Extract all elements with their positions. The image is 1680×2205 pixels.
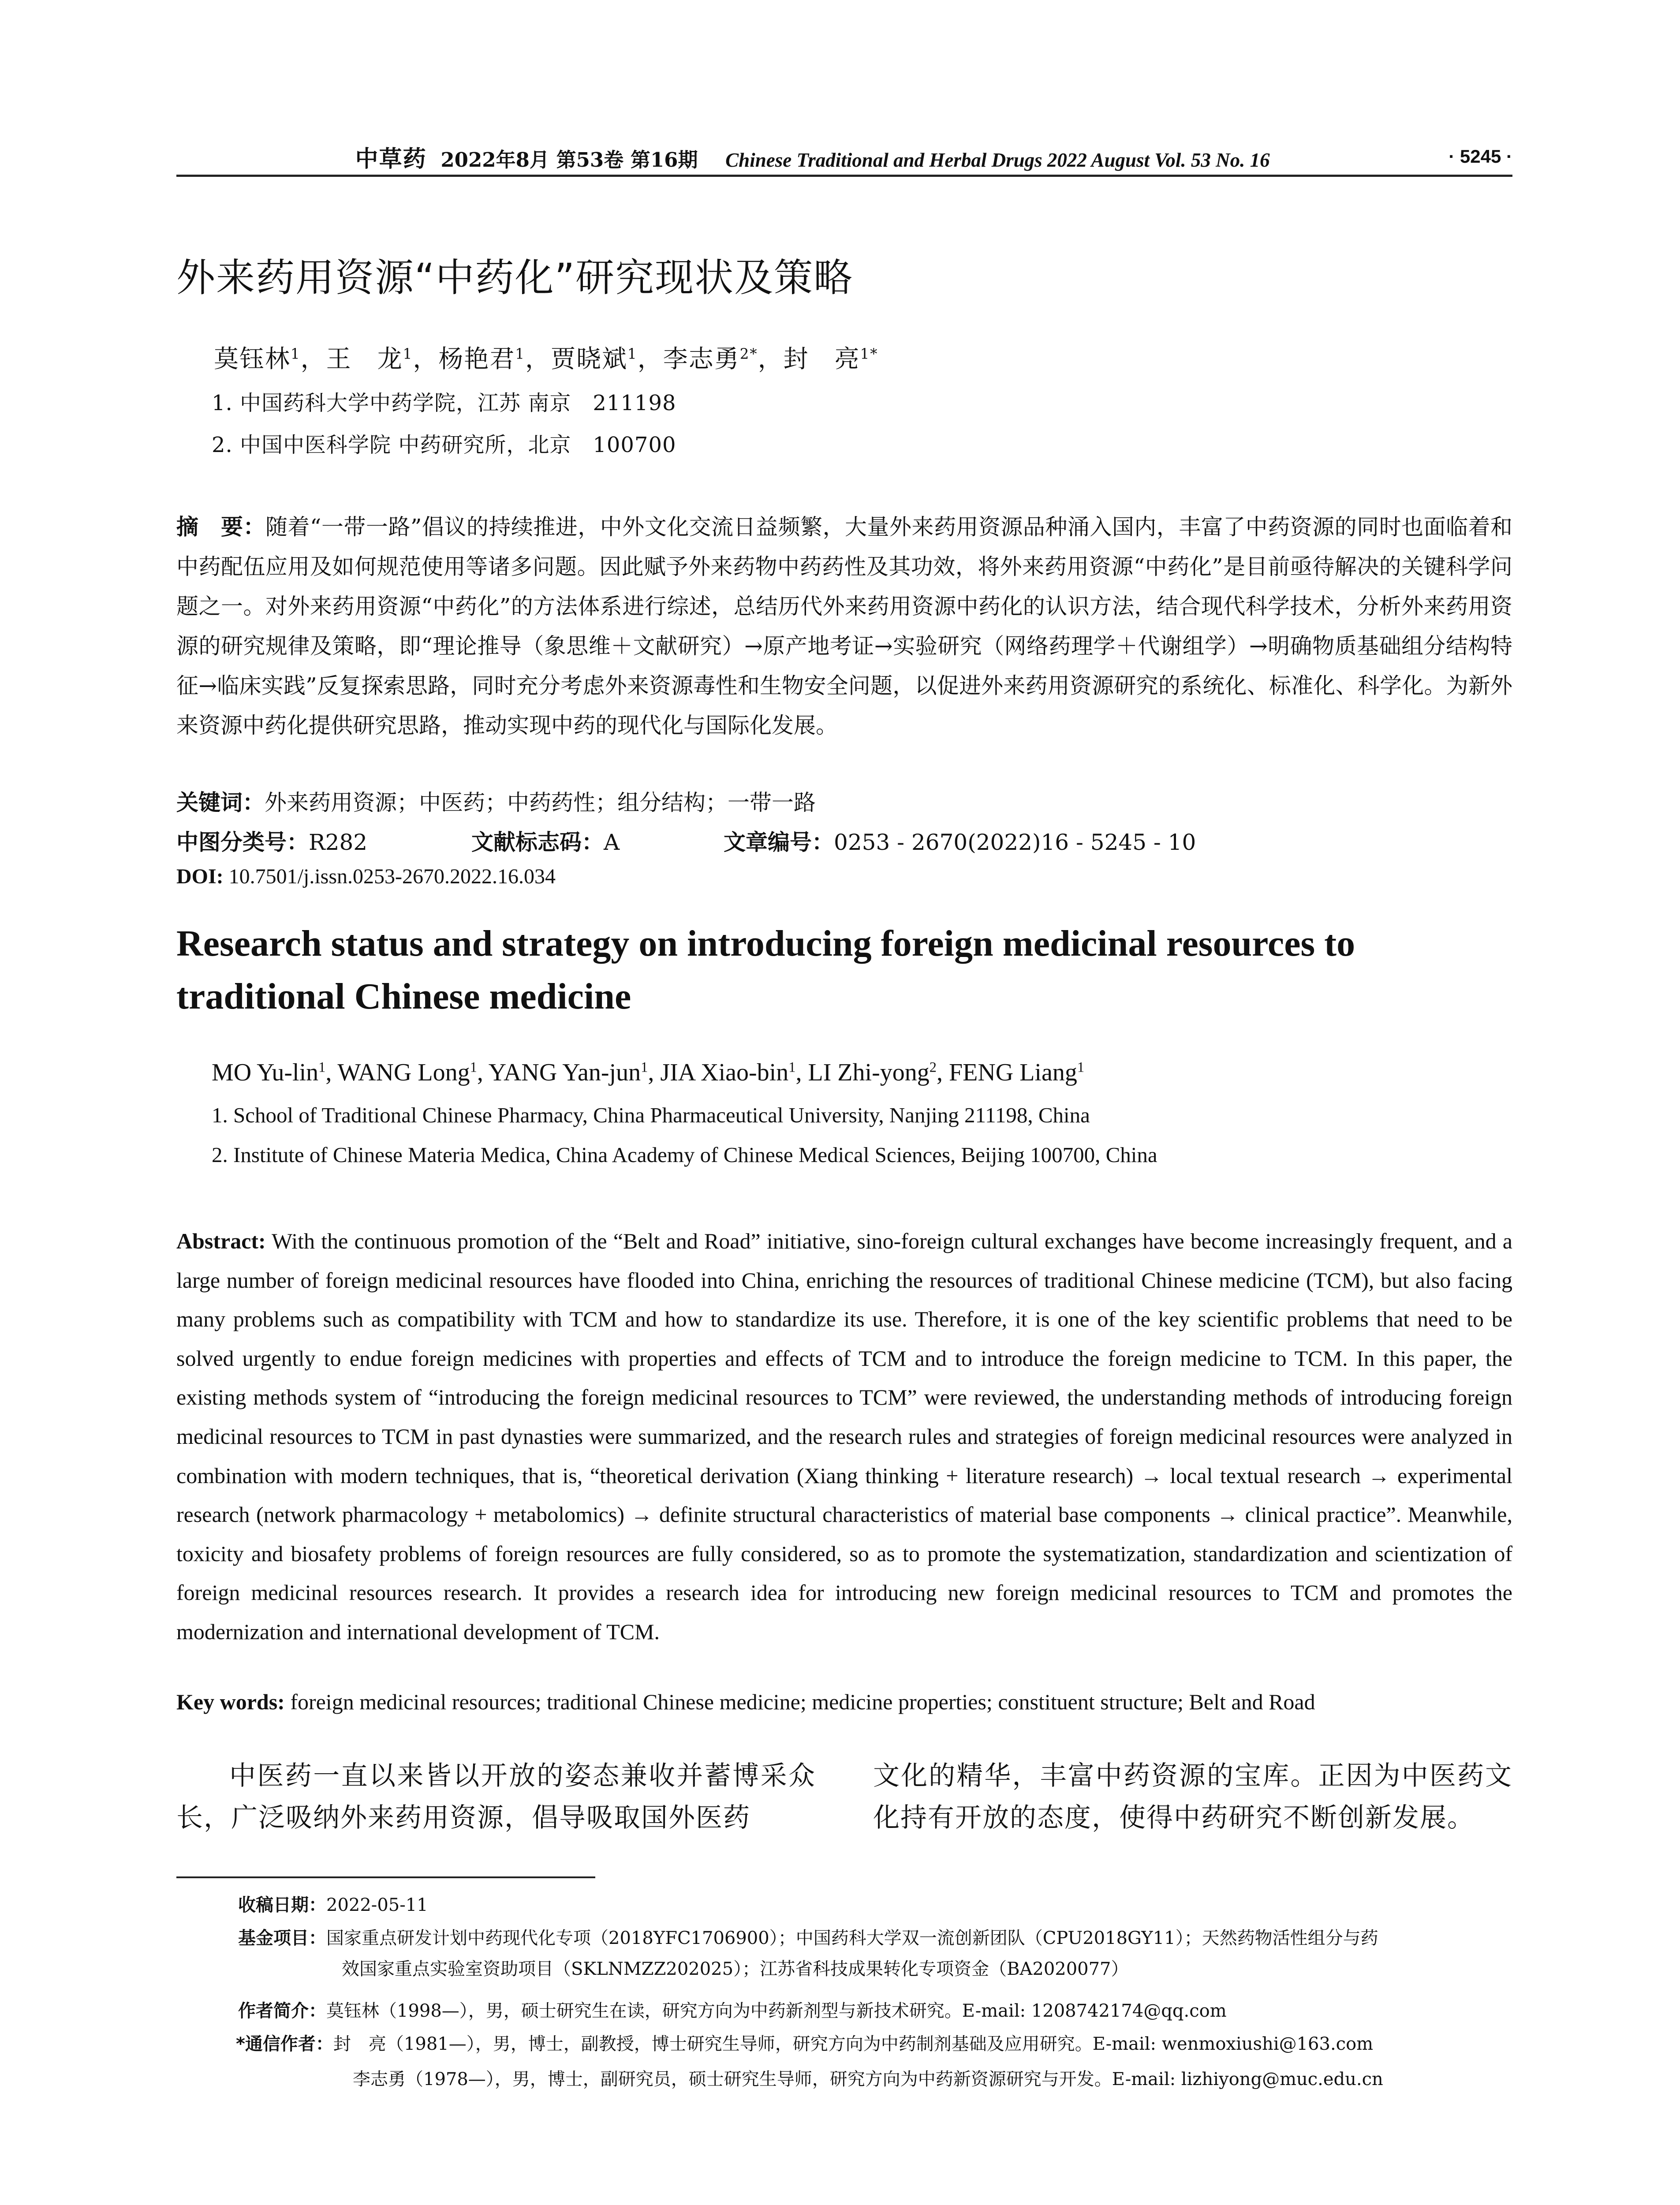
article-number [724, 825, 1196, 856]
abstract-cn [176, 507, 1512, 745]
clc-number [176, 825, 367, 856]
affiliation-cn-2: 2. 中国中医科学院 中药研究所，北京 100700 [212, 433, 676, 457]
cn-author: 王 龙 [326, 345, 403, 374]
abstract-en [176, 1222, 1512, 1652]
affiliation-en-1: 1. School of Traditional Chinese Pharmacy, China Pharmaceutical University, Nanjing 211198, China [212, 1103, 1090, 1127]
footnote-author-bio [238, 1998, 1552, 2024]
en-author: JIA Xiao-bin [660, 1059, 789, 1086]
keywords-cn-label: 关键词： [176, 790, 265, 815]
en-author: MO Yu-lin [212, 1059, 319, 1086]
doc-code-value: A [604, 830, 620, 855]
funding-label: 基金项目： [238, 1928, 326, 1948]
corresponding-line-2: 李志勇（1978—），男，博士，副研究员，硕士研究生导师，研究方向为中药新资源研究与开发。E-mail: lizhiyong@muc.edu.cn [353, 2069, 1383, 2089]
keywords-en-label: Key words: [176, 1689, 285, 1714]
cn-author: 莫钰林 [214, 345, 291, 374]
author-separator: , [795, 1059, 808, 1086]
doc-code-label: 文献标志码： [471, 830, 604, 855]
doi-value: 10.7501/j.issn.0253-2670.2022.16.034 [228, 865, 556, 888]
en-author: LI Zhi-yong [808, 1059, 930, 1086]
author-separator: , [936, 1059, 949, 1086]
affiliation-cn-1: 1. 中国药科大学中药学院，江苏 南京 211198 [212, 391, 676, 415]
en-author-affiliation-mark: 1 [788, 1059, 796, 1076]
received-label: 收稿日期： [238, 1895, 326, 1915]
en-author-affiliation-mark: 1 [1077, 1059, 1085, 1076]
cn-author: 杨艳君 [438, 345, 515, 374]
author-separator: , [325, 1059, 338, 1086]
clc-value: R282 [309, 830, 368, 855]
author-bio-label: 作者简介： [238, 2001, 326, 2021]
author-separator: , [648, 1059, 661, 1086]
author-separator: ， [637, 345, 663, 374]
doi [176, 864, 556, 889]
classification-line [176, 825, 1512, 856]
footnote-received [238, 1892, 1552, 1918]
cn-author-affiliation-mark: 1 [403, 345, 413, 363]
en-author-affiliation-mark: 1 [318, 1059, 326, 1076]
corresponding-label: *通信作者： [236, 2034, 333, 2054]
footnote-rule [176, 1876, 595, 1878]
en-author-affiliation-mark: 2 [929, 1059, 937, 1076]
author-separator: , [477, 1059, 489, 1086]
page-number: · 5245 · [1449, 146, 1512, 167]
abstract-cn-text: 随着“一带一路”倡议的持续推进，中外文化交流日益频繁，大量外来药用资源品种涌入国内，丰富了中药资源的同时也面临着和中药配伍应用及如何规范使用等诸多问题。因此赋予外来药物中药药性及其功效，将外来药用资源“中药化”是目前亟待解决的关键科学问题之一。对外来药用资源“中药化”的方法体系进行综述，总结历代外来药用资源中药化的认识方法，结合现代科学技术，分析外来药用资源的研究规律及策略，即“理论推导（象思维＋文献研究）→原产地考证→实验研究（网络药理学＋代谢组学）→明确物质基础组分结构特征→临床实践”反复探索思路，同时充分考虑外来资源毒性和生物安全问题，以促进外来药用资源研究的系统化、标准化、科学化。为新外来资源中药化提供研究思路，推动实现中药的现代化与国际化发展。 [176, 514, 1513, 738]
received-value: 2022-05-11 [326, 1895, 428, 1915]
journal-name-en: Chinese Traditional and Herbal Drugs 2022 August Vol. 53 No. 16 [725, 149, 1270, 171]
keywords-en-text: foreign medicinal resources; traditional Chinese medicine; medicine properties; constituent structure; Belt and Road [290, 1689, 1315, 1714]
en-author-affiliation-mark: 1 [641, 1059, 648, 1076]
keywords-cn [176, 785, 816, 817]
authors-cn [214, 340, 878, 375]
body-column-right: 文化的精华，丰富中药资源的宝库。正因为中医药文化持有开放的态度，使得中药研究不断创新发展。 [873, 1760, 1512, 1833]
cn-author-affiliation-mark: 1 [291, 345, 301, 363]
funding-line-1: 国家重点研发计划中药现代化专项（2018YFC1706900）；中国药科大学双一流创新团队（CPU2018GY11）；天然药物活性组分与药 [326, 1928, 1378, 1948]
issue-cn: 2022年8月 第53卷 第16期 [441, 148, 698, 172]
document-code [471, 825, 620, 856]
cn-author: 封 亮 [783, 345, 860, 374]
authors-en [212, 1058, 1084, 1087]
footnote-funding [238, 1925, 1552, 1982]
header-rule [176, 175, 1512, 177]
cn-author-affiliation-mark: 2* [739, 345, 758, 363]
en-author: YANG Yan-jun [488, 1059, 641, 1086]
title-cn: 外来药用资源“中药化”研究现状及策略 [176, 255, 854, 300]
abstract-en-label: Abstract: [176, 1229, 266, 1253]
title-en: Research status and strategy on introducing foreign medicinal resources to traditional Chinese medicine [176, 923, 1355, 1017]
cn-author-affiliation-mark: 1 [515, 345, 526, 363]
cn-author-affiliation-mark: 1* [860, 345, 878, 363]
article-number-value: 0253 - 2670(2022)16 - 5245 - 10 [834, 830, 1196, 855]
abstract-en-text: With the continuous promotion of the “Belt and Road” initiative, sino-foreign cultural exchanges have become increasingly frequent, and a large number of foreign medicinal resources have flooded into China, enriching the resources of traditional Chinese medicine (TCM), but also facing many problems such as compatibility with TCM and how to standardize its use. Therefore, it is one of the key scientific problems that need to be solved urgently to endue foreign medicines with properties and effects of TCM and to introduce the foreign medicine to TCM. In this paper, the existing methods system of “introducing the foreign medicinal resources to TCM” were reviewed, the understanding methods of introducing foreign medicinal resources to TCM in past dynasties were summarized, and the research rules and strategies of foreign medicinal resources were analyzed in combination with modern techniques, that is, “theoretical derivation (Xiang thinking + literature research) → local textual research → experimental research (network pharmacology + metabolomics) → definite structural characteristics of material base components → clinical practice”. Meanwhile, toxicity and biosafety problems of foreign resources are fully considered, so as to promote the systematization, standardization and scientization of foreign medicinal resources research. It provides a research idea for introducing new foreign medicinal resources to TCM and promotes the modernization and international development of TCM. [176, 1229, 1512, 1644]
keywords-cn-text: 外来药用资源；中医药；中药药性；组分结构；一带一路 [265, 790, 816, 815]
journal-name-cn: 中草药 [355, 145, 427, 172]
author-separator: ， [758, 345, 784, 374]
affiliation-en-2: 2. Institute of Chinese Materia Medica, China Academy of Chinese Medical Sciences, Beijing 100700, China [212, 1143, 1157, 1167]
author-separator: ， [300, 345, 326, 374]
keywords-en [176, 1689, 1315, 1715]
clc-label: 中图分类号： [176, 830, 309, 855]
doi-label: DOI: [176, 865, 224, 888]
corresponding-line-1: 封 亮（1981—），男，博士，副教授，博士研究生导师，研究方向为中药制剂基础及应用研究。E-mail: wenmoxiushi@163.com [333, 2034, 1374, 2054]
running-head [176, 141, 1512, 172]
funding-line-2: 效国家重点实验室资助项目（SKLNMZZ202025）；江苏省科技成果转化专项资金（BA2020077） [342, 1959, 1129, 1979]
author-separator: ， [525, 345, 551, 374]
footnote-corresponding [236, 2031, 1550, 2093]
cn-author: 贾晓斌 [551, 345, 628, 374]
author-bio-value: 莫钰林（1998—），男，硕士研究生在读，研究方向为中药新剂型与新技术研究。E-mail: 1208742174@qq.com [326, 2001, 1227, 2021]
cn-author: 李志勇 [663, 345, 740, 374]
en-author: WANG Long [337, 1059, 470, 1086]
en-author-affiliation-mark: 1 [470, 1059, 477, 1076]
abstract-cn-label: 摘 要： [176, 514, 265, 540]
article-number-label: 文章编号： [724, 830, 834, 855]
cn-author-affiliation-mark: 1 [627, 345, 638, 363]
running-head-center [176, 140, 1449, 173]
author-separator: ， [413, 345, 439, 374]
en-author: FENG Liang [948, 1059, 1077, 1086]
body-column-left: 中医药一直以来皆以开放的姿态兼收并蓄博采众长，广泛吸纳外来药用资源，倡导吸取国外医药 [176, 1760, 816, 1833]
